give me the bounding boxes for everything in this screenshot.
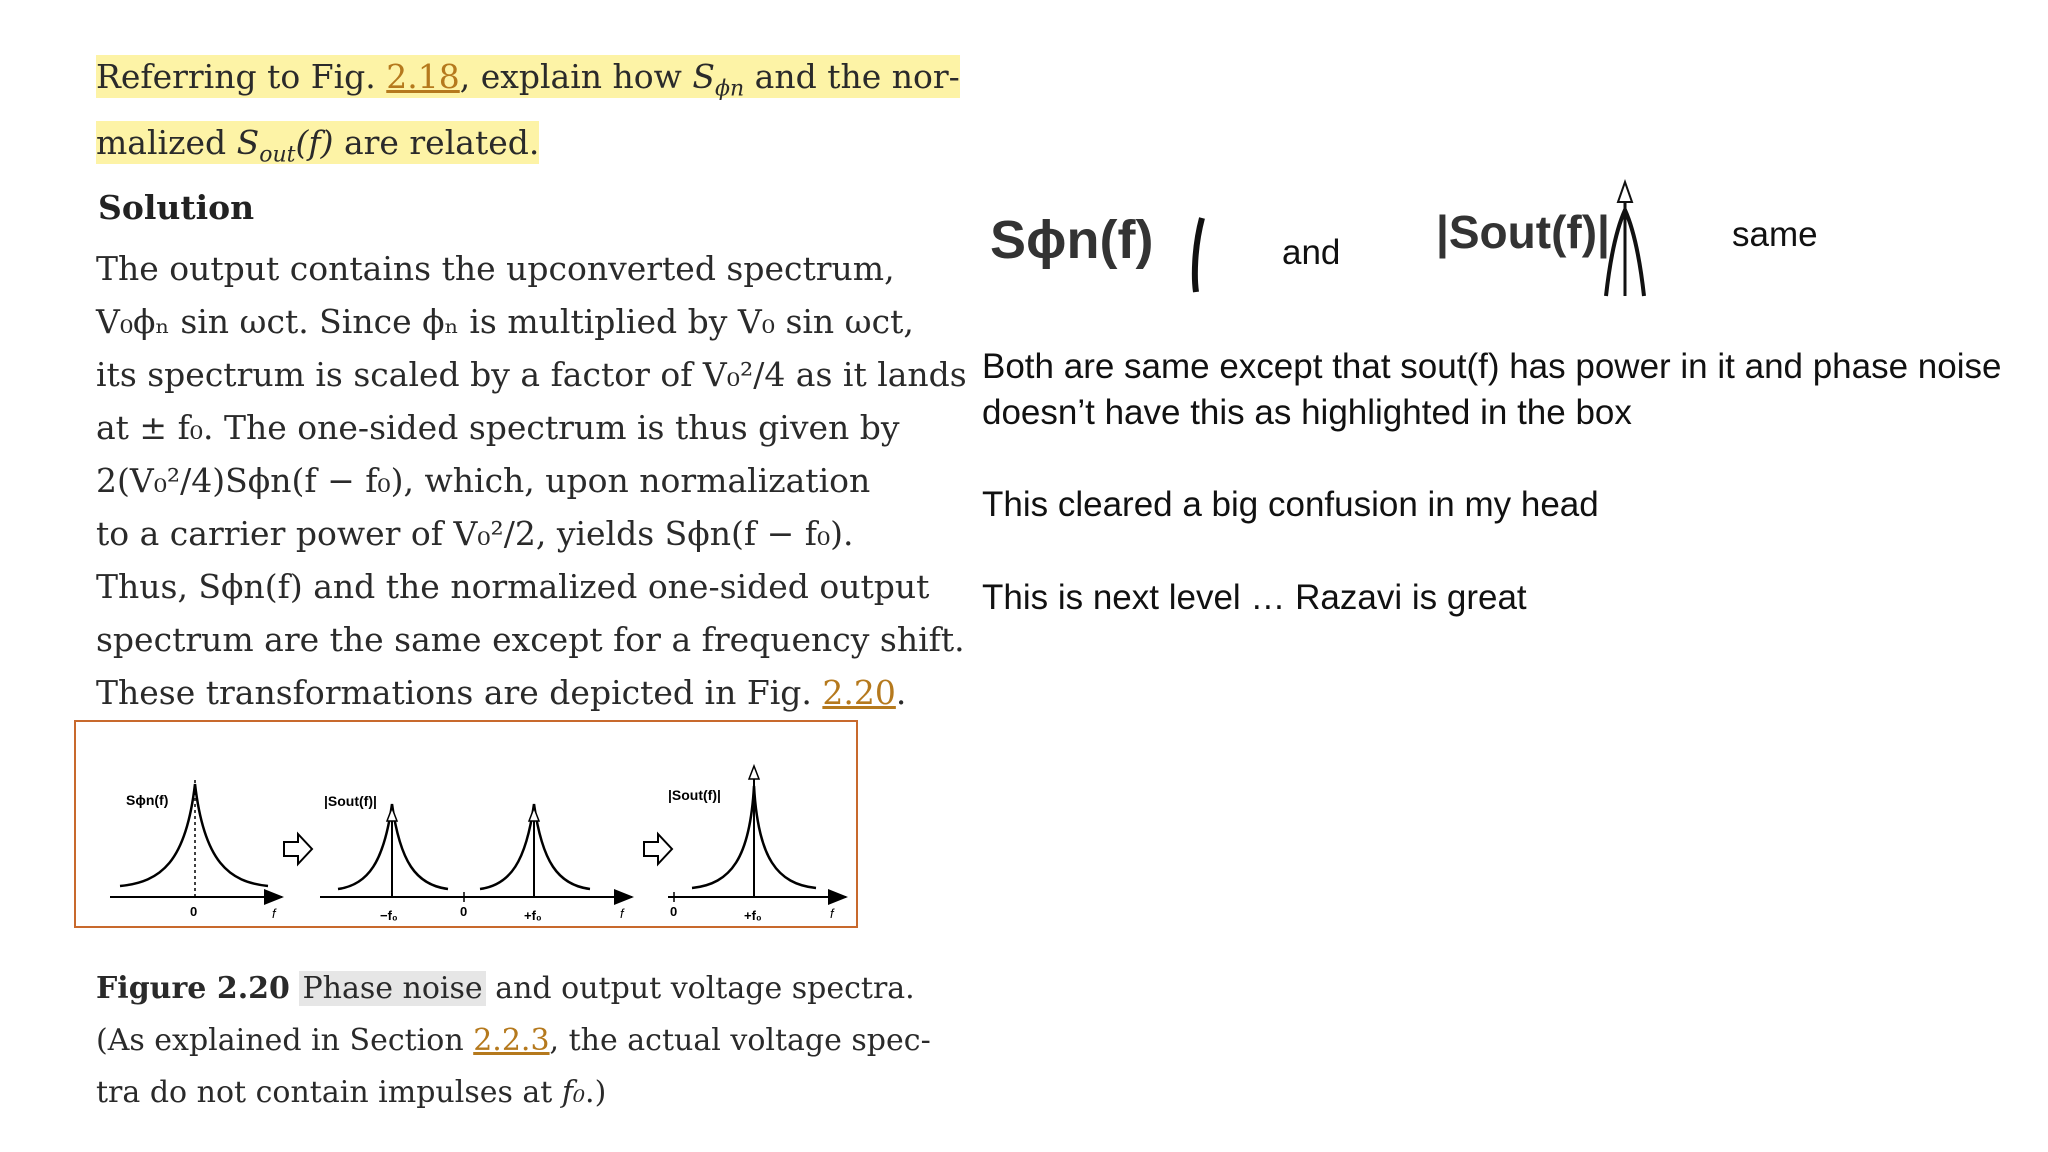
solution-line: spectrum are the same except for a frequency shift. xyxy=(96,620,965,659)
transform-arrow-icon xyxy=(284,834,312,864)
fig-2-18-link[interactable]: 2.18 xyxy=(386,57,460,96)
solution-line: at ± f₀. The one-sided spectrum is thus given by xyxy=(96,408,900,447)
solution-body xyxy=(96,242,967,719)
p1-label: Sϕn(f) xyxy=(126,792,169,808)
note-para1-line2: doesn’t have this as highlighted in the box xyxy=(982,393,1632,432)
note-paragraph-2: This cleared a big confusion in my head xyxy=(982,485,1599,524)
note-para1-line1: Both are same except that sout(f) has power in it and phase noise xyxy=(982,347,2002,386)
note-paragraph-3: This is next level … Razavi is great xyxy=(982,578,1527,617)
crop-s-phi-n-image xyxy=(972,188,1232,298)
caption-line-3: tra do not contain impulses at f₀.) xyxy=(96,1075,607,1110)
question-line-2 xyxy=(96,116,856,182)
crop2-label: |Sout(f)| xyxy=(1436,206,1610,258)
figure-caption xyxy=(96,963,931,1119)
impulse-arrow-icon xyxy=(387,808,397,821)
solution-last-line: These transformations are depicted in Fig. 2.20. xyxy=(96,673,907,712)
panel-output-two-sided xyxy=(320,793,632,923)
panel-phase-noise xyxy=(110,779,282,921)
solution-line: its spectrum is scaled by a factor of V₀²/4 as it lands xyxy=(96,355,967,394)
panel-output-one-sided xyxy=(668,766,846,923)
solution-line: V₀ϕₙ sin ωct. Since ϕₙ is multiplied by V₀ sin ωct, xyxy=(96,302,914,341)
question-text-c: and the nor- xyxy=(744,57,960,96)
p3-label: |Sout(f)| xyxy=(668,787,721,803)
question-text-d: malized xyxy=(96,122,237,162)
caption-line-1: Figure 2.20 Phase noise and output voltage spectra. xyxy=(96,971,915,1006)
note-same: same xyxy=(1732,215,1818,254)
crop1-label: Sϕn(f) xyxy=(990,210,1154,270)
p2-pos-f0: +f₀ xyxy=(524,908,542,923)
solution-heading: Solution xyxy=(98,188,255,227)
figure-2-20-box xyxy=(74,720,858,928)
s-phi-n-symbol: $S_{\phi n}$ xyxy=(692,57,745,102)
solution-line: to a carrier power of V₀²/2, yields Sϕn(f − f₀). xyxy=(96,514,854,553)
fig-2-20-link[interactable]: 2.20 xyxy=(822,673,896,712)
caption-line-2: (As explained in Section 2.2.3, the actual voltage spec- xyxy=(96,1023,931,1058)
question-line-1 xyxy=(96,50,960,116)
p2-label: |Sout(f)| xyxy=(324,793,377,809)
caption-highlight: Phase noise xyxy=(299,971,485,1006)
solution-line: Thus, Sϕn(f) and the normalized one-sided output xyxy=(96,567,930,606)
p2-neg-f0: −f₀ xyxy=(380,908,398,923)
p3-zero: 0 xyxy=(670,904,678,919)
s-out-symbol: $S_{out}(f)$ xyxy=(236,122,334,168)
note-paragraph-1 xyxy=(982,344,2032,436)
crop-s-out-image xyxy=(1430,170,1660,298)
impulse-arrow-icon xyxy=(529,808,539,821)
crop-s-phi-n xyxy=(972,188,1232,298)
p2-zero: 0 xyxy=(460,904,468,919)
question-text xyxy=(96,50,960,181)
impulse-arrow-icon xyxy=(749,766,759,779)
p3-f: f xyxy=(830,906,834,921)
p1-zero: 0 xyxy=(190,904,198,919)
figure-2-20-diagram xyxy=(76,722,856,926)
crop-s-out xyxy=(1430,170,1660,298)
p1-f: f xyxy=(272,906,276,921)
caption-fig-label: Figure 2.20 xyxy=(96,971,290,1006)
p3-pos-f0: +f₀ xyxy=(744,908,762,923)
note-and: and xyxy=(1282,233,1341,272)
solution-line: 2(V₀²/4)Sϕn(f − f₀), which, upon normalization xyxy=(96,461,871,500)
question-text-b: , explain how xyxy=(459,57,693,96)
p2-f: f xyxy=(620,906,624,921)
transform-arrow-icon xyxy=(644,834,672,864)
question-text-a: Referring to Fig. xyxy=(96,57,387,96)
question-text-e: are related. xyxy=(333,122,540,162)
solution-line: The output contains the upconverted spectrum, xyxy=(96,249,895,288)
section-2-2-3-link[interactable]: 2.2.3 xyxy=(473,1023,550,1058)
